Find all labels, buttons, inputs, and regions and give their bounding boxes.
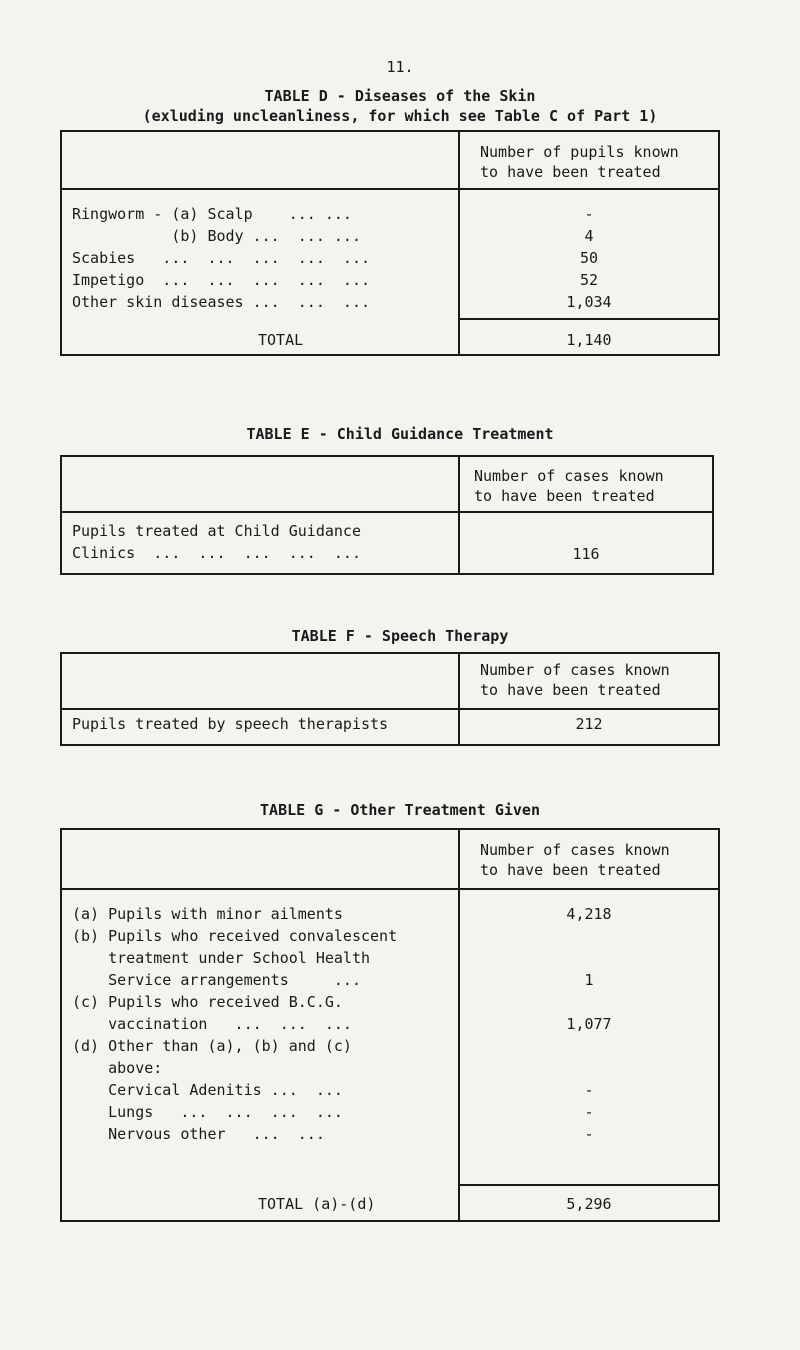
- table-g-row-label: (b) Pupils who received convalescent: [72, 927, 398, 945]
- table-d-row-label: Ringworm - (a) Scalp ... ...: [72, 205, 352, 223]
- table-g-row-label: Service arrangements ...: [72, 971, 361, 989]
- table-g-total-label: TOTAL (a)-(d): [258, 1195, 376, 1213]
- table-e-header-line2: to have been treated: [474, 487, 655, 505]
- table-f-header-line2: to have been treated: [480, 681, 661, 699]
- table-g-row-value: 4,218: [566, 905, 612, 923]
- table-g-row-value: -: [584, 1081, 594, 1099]
- table-g-row-value: 1: [584, 971, 594, 989]
- table-g-header-line1: Number of cases known: [480, 841, 670, 859]
- table-d-header-line1: Number of pupils known: [480, 143, 679, 161]
- table-d-subtitle: (exluding uncleanliness, for which see Table C of Part 1): [142, 107, 658, 125]
- table-d-row-value: -: [584, 205, 594, 223]
- table-e: [60, 455, 714, 575]
- table-g-header-divider: [62, 888, 718, 890]
- table-g-row-label: (c) Pupils who received B.C.G.: [72, 993, 343, 1011]
- table-e-row-label-line1: Pupils treated at Child Guidance: [72, 522, 361, 540]
- table-d: [60, 130, 720, 356]
- table-d-title: TABLE D - Diseases of the Skin: [264, 87, 536, 105]
- table-d-header-divider: [62, 188, 718, 190]
- table-d-row-label: Other skin diseases ... ... ...: [72, 293, 371, 311]
- table-g: [60, 828, 720, 1222]
- table-e-header-line1: Number of cases known: [474, 467, 664, 485]
- table-f-title: TABLE F - Speech Therapy: [291, 627, 509, 645]
- table-d-row-value: 50: [579, 249, 599, 267]
- table-g-total-value: 5,296: [566, 1195, 612, 1213]
- table-g-row-label: (d) Other than (a), (b) and (c): [72, 1037, 352, 1055]
- table-d-row-value: 1,034: [566, 293, 612, 311]
- table-g-row-label: above:: [72, 1059, 163, 1077]
- table-g-row-label: Cervical Adenitis ... ...: [72, 1081, 343, 1099]
- table-e-row-label-line2: Clinics ... ... ... ... ...: [72, 544, 361, 562]
- table-d-total-divider: [458, 318, 718, 320]
- table-g-title: TABLE G - Other Treatment Given: [260, 801, 540, 819]
- table-d-row-label: (b) Body ... ... ...: [72, 227, 361, 245]
- table-d-total-label: TOTAL: [258, 331, 304, 349]
- table-e-title: TABLE E - Child Guidance Treatment: [246, 425, 554, 443]
- table-f-header-divider: [62, 708, 718, 710]
- table-d-total-value: 1,140: [566, 331, 612, 349]
- table-f-header-line1: Number of cases known: [480, 661, 670, 679]
- table-f-row-value: 212: [575, 715, 603, 733]
- table-g-row-label: treatment under School Health: [72, 949, 371, 967]
- table-e-row-value: 116: [572, 545, 600, 563]
- table-f: [60, 652, 720, 746]
- table-g-row-value: -: [584, 1103, 594, 1121]
- table-g-row-label: Nervous other ... ...: [72, 1125, 325, 1143]
- table-g-row-value: -: [584, 1125, 594, 1143]
- page-number: 11.: [386, 58, 414, 76]
- table-e-header-divider: [62, 511, 712, 513]
- table-g-row-label: vaccination ... ... ...: [72, 1015, 352, 1033]
- table-g-row-value: 1,077: [566, 1015, 612, 1033]
- table-d-row-label: Impetigo ... ... ... ... ...: [72, 271, 371, 289]
- table-d-row-label: Scabies ... ... ... ... ...: [72, 249, 371, 267]
- table-d-row-value: 52: [579, 271, 599, 289]
- table-g-total-divider: [458, 1184, 718, 1186]
- table-d-row-value: 4: [584, 227, 594, 245]
- table-g-header-line2: to have been treated: [480, 861, 661, 879]
- table-d-header-line2: to have been treated: [480, 163, 661, 181]
- table-f-row-label: Pupils treated by speech therapists: [72, 715, 389, 733]
- table-g-row-label: Lungs ... ... ... ...: [72, 1103, 343, 1121]
- table-g-row-label: (a) Pupils with minor ailments: [72, 905, 343, 923]
